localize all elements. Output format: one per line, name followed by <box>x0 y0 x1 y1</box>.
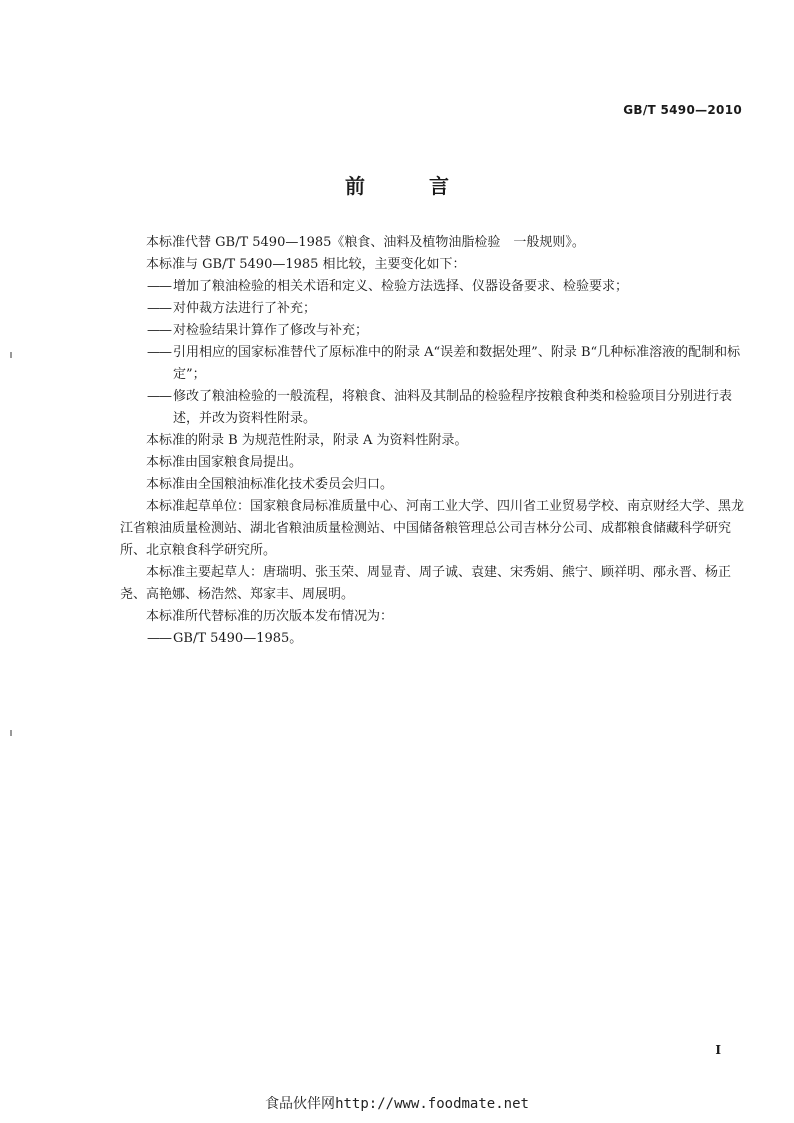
paragraph: 本标准与 GB/T 5490—1985 相比较，主要变化如下： <box>146 257 466 272</box>
dash-marker: —— <box>147 631 171 646</box>
change-text: 引用相应的国家标准替代了原标准中的附录 A“误差和数据处理”、附录 B“几种标准溶液的配制和标定”； <box>173 345 741 382</box>
paragraph: 本标准的附录 B 为规范性附录，附录 A 为资料性附录。 <box>146 433 468 448</box>
paragraph: 本标准起草单位：国家粮食局标准质量中心、河南工业大学、四川省工业贸易学校、南京财经大学、黑龙江省粮油质量检测站、湖北省粮油质量检测站、中国储备粮管理总公司吉林分公司、成都粮食储藏科学研究所、北京粮食科学研究所。 <box>120 499 745 558</box>
dash-marker: —— <box>147 389 171 404</box>
paragraph: 本标准由国家粮食局提出。 <box>146 455 303 470</box>
document-code: GB/T 5490—2010 <box>623 103 742 117</box>
change-item <box>120 320 748 342</box>
change-item <box>120 342 748 386</box>
footer-site-name: 食品伙伴网 <box>265 1096 336 1112</box>
paragraph: 本标准所代替标准的历次版本发布情况为： <box>146 609 394 624</box>
dash-marker: —— <box>147 279 171 294</box>
change-item <box>120 386 748 430</box>
scan-artifact <box>10 730 12 736</box>
page-title: 前 言 <box>345 174 471 198</box>
change-text: 修改了粮油检验的一般流程，将粮食、油料及其制品的检验程序按粮食种类和检验项目分别进行表述，并改为资料性附录。 <box>173 389 733 426</box>
dash-marker: —— <box>147 301 171 316</box>
scan-artifact <box>10 352 12 358</box>
paragraph: 本标准主要起草人：唐瑞明、张玉荣、周显青、周子诚、袁建、宋秀娟、熊宁、顾祥明、邴永晋、杨正尧、高艳娜、杨浩然、郑家丰、周展明。 <box>120 565 732 602</box>
dash-marker: —— <box>147 345 171 360</box>
change-item <box>120 276 748 298</box>
change-text: 增加了粮油检验的相关术语和定义、检验方法选择、仪器设备要求、检验要求； <box>173 279 629 294</box>
dash-marker: —— <box>147 323 171 338</box>
change-item <box>120 298 748 320</box>
change-text: 对仲裁方法进行了补充； <box>173 301 317 316</box>
foreword-body <box>120 232 748 650</box>
page-number: I <box>715 1043 721 1057</box>
footer-url: http://www.foodmate.net <box>335 1096 529 1112</box>
paragraph: 本标准代替 GB/T 5490—1985《粮食、油料及植物油脂检验 一般规则》。 <box>146 235 585 250</box>
footer-watermark <box>0 1093 794 1113</box>
change-text: 对检验结果计算作了修改与补充； <box>173 323 369 338</box>
history-item <box>120 628 748 650</box>
paragraph: 本标准由全国粮油标准化技术委员会归口。 <box>146 477 394 492</box>
history-text: GB/T 5490—1985。 <box>173 631 303 646</box>
